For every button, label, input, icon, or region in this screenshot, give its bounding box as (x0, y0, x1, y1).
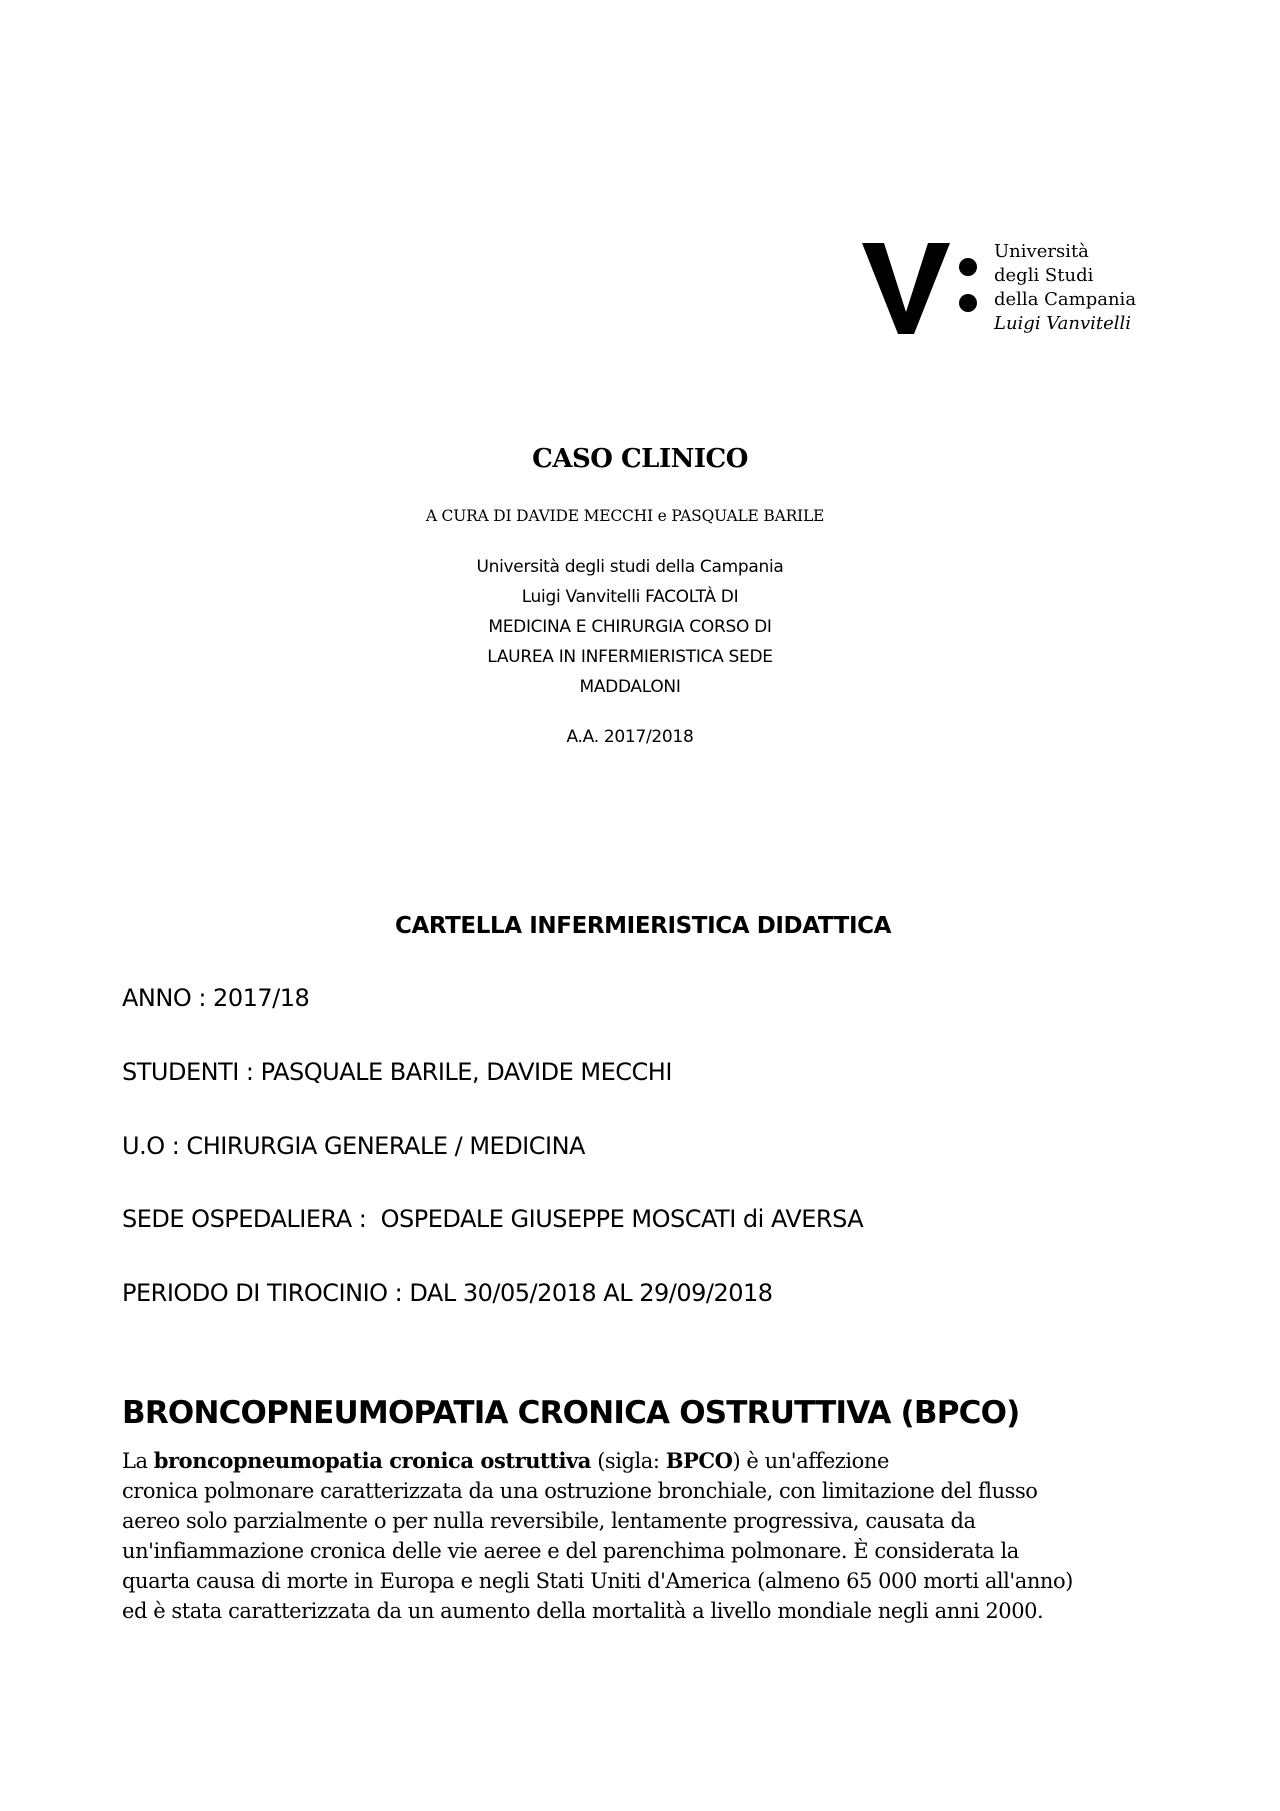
university-line: Università degli studi della Campania (476, 557, 784, 577)
university-logo (860, 240, 1140, 340)
academic-year: A.A. 2017/2018 (566, 727, 694, 747)
term-bold: broncopneumopatia cronica ostruttiva (153, 1448, 591, 1473)
colon-dot-bottom-icon (959, 294, 977, 312)
studenti-line: STUDENTI : PASQUALE BARILE, DAVIDE MECCHI (122, 1058, 672, 1086)
logo-line-3: della Campania (994, 289, 1137, 310)
record-title: CARTELLA INFERMIERISTICA DIDATTICA (394, 913, 892, 939)
logo-line-4: Luigi Vanvitelli (994, 313, 1132, 334)
paragraph-line: aereo solo parzialmente o per nulla reversibile, lentamente progressiva, causata da (122, 1509, 976, 1533)
vanvitelli-v-logo-icon (860, 240, 980, 340)
sede-line: SEDE OSPEDALIERA : OSPEDALE GIUSEPPE MOSCATI di AVERSA (122, 1205, 864, 1233)
logo-line-1: Università (994, 241, 1089, 262)
periodo-line: PERIODO DI TIROCINIO : DAL 30/05/2018 AL 29/09/2018 (122, 1279, 773, 1307)
v-shape-icon (862, 243, 950, 334)
anno-line: ANNO : 2017/18 (122, 984, 310, 1012)
university-line: Luigi Vanvitelli FACOLTÀ DI (521, 587, 739, 607)
university-line: MEDICINA E CHIRURGIA CORSO DI (488, 617, 772, 637)
colon-dot-top-icon (959, 258, 977, 276)
paragraph-line: quarta causa di morte in Europa e negli Stati Uniti d'America (almeno 65 000 morti all'anno) (122, 1569, 1073, 1593)
paragraph-text: La (122, 1449, 154, 1473)
paragraph-line: ed è stata caratterizzata da un aumento della mortalità a livello mondiale negli anni 2000. (122, 1599, 1044, 1623)
logo-wordmark (994, 240, 1136, 336)
sigla-bold: BPCO (665, 1448, 733, 1473)
uo-line: U.O : CHIRURGIA GENERALE / MEDICINA (122, 1132, 585, 1160)
document-title: CASO CLINICO (532, 444, 748, 474)
paragraph-text: (sigla: (590, 1449, 666, 1473)
paragraph-text: ) è un'affezione (732, 1449, 889, 1473)
paragraph-line (122, 1446, 1182, 1476)
paragraph-line: cronica polmonare caratterizzata da una ostruzione bronchiale, con limitazione del flusso (122, 1479, 1038, 1503)
section-heading: BRONCOPNEUMOPATIA CRONICA OSTRUTTIVA (BPCO) (122, 1395, 1020, 1431)
university-block (460, 552, 800, 702)
authors-line: A CURA DI DAVIDE MECCHI e PASQUALE BARILE (425, 507, 825, 525)
paragraph-line: un'infiammazione cronica delle vie aeree e del parenchima polmonare. È considerata la (122, 1539, 1019, 1563)
university-line: MADDALONI (579, 677, 681, 697)
logo-line-2: degli Studi (994, 265, 1094, 286)
section-paragraph (122, 1446, 1182, 1626)
university-line: LAUREA IN INFERMIERISTICA SEDE (487, 647, 773, 667)
